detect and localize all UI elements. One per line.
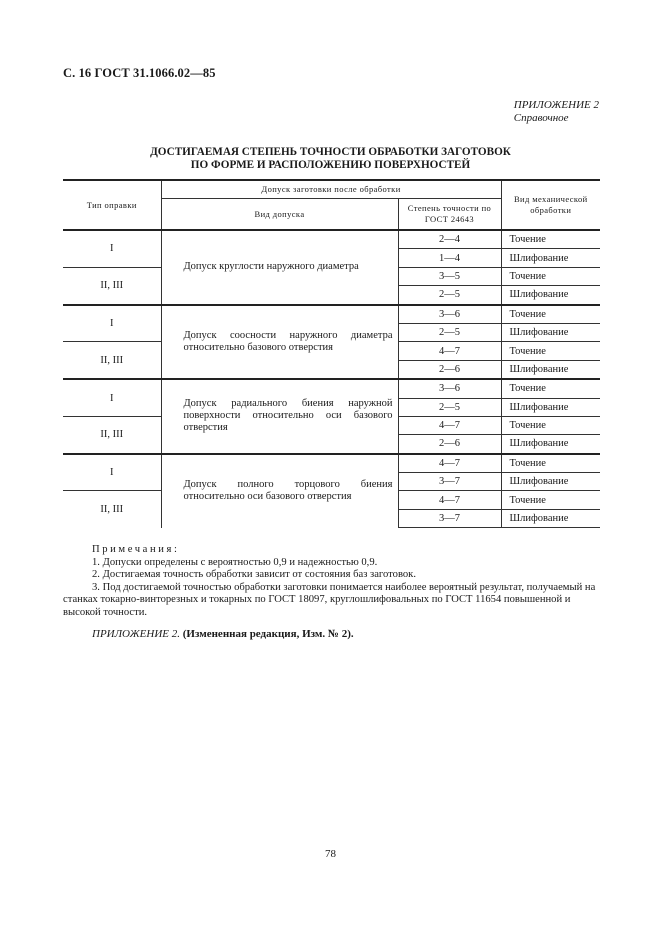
type-cell: I — [63, 230, 161, 267]
degree-cell: 3—7 — [398, 473, 501, 491]
amendment — [92, 628, 354, 640]
tolerance-kind: Допуск полного торцового биения относительно оси базового отверстия — [161, 454, 398, 528]
degree-cell: 2—6 — [398, 435, 501, 454]
tolerance-kind: Допуск радиального биения наружной поверхности относительно оси базового отверстия — [161, 379, 398, 454]
amendment-label: ПРИЛОЖЕНИЕ 2. — [92, 628, 180, 640]
type-cell: II, III — [63, 416, 161, 453]
note-item-2: 2. Достигаемая точность обработки зависит от состояния баз заготовок. — [92, 569, 416, 581]
degree-cell: 2—5 — [398, 286, 501, 305]
type-cell: II, III — [63, 267, 161, 304]
note-item-3: 3. Под достигаемой точностью обработки заготовки понимается наиболее вероятный результат, получаемый на станках токарно-винторезных и токарных по ГОСТ 18097, круглошлифовальных по ГОСТ 11654 повышенной и высокой точности. — [63, 581, 596, 618]
process-cell: Шлифование — [501, 323, 600, 341]
process-cell: Точение — [501, 416, 600, 434]
header-degree: Степень точности по ГОСТ 24643 — [398, 199, 501, 231]
process-cell: Точение — [501, 454, 600, 473]
notes — [63, 544, 598, 620]
table-title-line-1: ДОСТИГАЕМАЯ СТЕПЕНЬ ТОЧНОСТИ ОБРАБОТКИ ЗАГОТОВОК — [150, 146, 511, 158]
tolerance-table — [63, 179, 600, 528]
degree-cell: 4—7 — [398, 454, 501, 473]
process-cell: Шлифование — [501, 473, 600, 491]
degree-cell: 2—5 — [398, 398, 501, 416]
degree-cell: 3—6 — [398, 305, 501, 324]
process-cell: Точение — [501, 491, 600, 509]
process-cell: Шлифование — [501, 435, 600, 454]
process-cell: Точение — [501, 267, 600, 285]
process-cell: Шлифование — [501, 249, 600, 267]
process-cell: Точение — [501, 379, 600, 398]
degree-cell: 1—4 — [398, 249, 501, 267]
type-cell: II, III — [63, 342, 161, 379]
process-cell: Шлифование — [501, 398, 600, 416]
header-tolerance-group: Допуск заготовки после обработки — [161, 180, 501, 199]
table-title-line-2: ПО ФОРМЕ И РАСПОЛОЖЕНИЮ ПОВЕРХНОСТЕЙ — [190, 159, 471, 171]
process-cell: Шлифование — [501, 509, 600, 527]
table-title — [63, 146, 598, 172]
process-cell: Точение — [501, 305, 600, 324]
appendix-label — [514, 99, 599, 125]
process-cell: Шлифование — [501, 286, 600, 305]
process-cell: Шлифование — [501, 360, 600, 379]
tolerance-kind: Допуск соосности наружного диаметра относительно базового отверстия — [161, 305, 398, 380]
degree-cell: 2—6 — [398, 360, 501, 379]
tolerance-kind: Допуск круглости наружного диаметра — [161, 230, 398, 305]
degree-cell: 3—5 — [398, 267, 501, 285]
header-type: Тип оправки — [63, 180, 161, 230]
header-process: Вид механической обработки — [501, 180, 600, 230]
amendment-text: (Измененная редакция, Изм. № 2). — [182, 628, 354, 640]
process-cell: Точение — [501, 342, 600, 360]
process-cell: Точение — [501, 230, 600, 249]
notes-title: Примечания: — [92, 544, 180, 555]
type-cell: I — [63, 379, 161, 416]
degree-cell: 2—5 — [398, 323, 501, 341]
page-header: С. 16 ГОСТ 31.1066.02—85 — [63, 66, 216, 80]
degree-cell: 4—7 — [398, 491, 501, 509]
note-item-1: 1. Допуски определены с вероятностью 0,9 и надежностью 0,9. — [92, 556, 378, 568]
header-kind: Вид допуска — [161, 199, 398, 231]
degree-cell: 3—6 — [398, 379, 501, 398]
degree-cell: 4—7 — [398, 342, 501, 360]
type-cell: I — [63, 305, 161, 342]
type-cell: I — [63, 454, 161, 491]
degree-cell: 4—7 — [398, 416, 501, 434]
appendix-type: Справочное — [513, 112, 569, 124]
degree-cell: 3—7 — [398, 509, 501, 527]
type-cell: II, III — [63, 491, 161, 528]
degree-cell: 2—4 — [398, 230, 501, 249]
appendix-title: ПРИЛОЖЕНИЕ 2 — [513, 99, 599, 111]
page-number: 78 — [325, 848, 336, 860]
